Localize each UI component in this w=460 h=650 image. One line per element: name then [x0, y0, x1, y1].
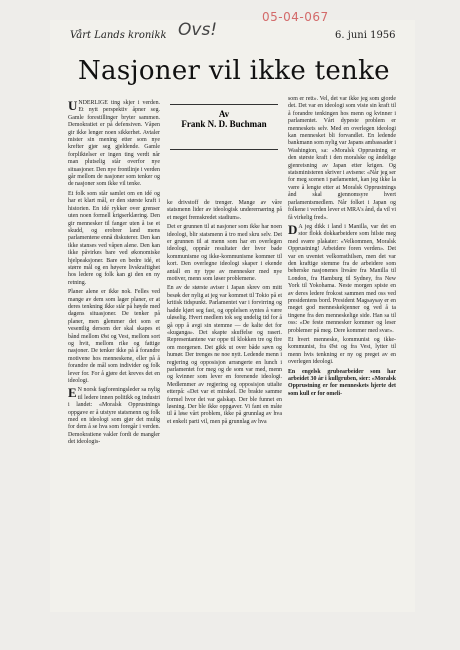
paragraph [288, 221, 396, 335]
paragraph: Et hvert menneske, kommunist og ikke-kommunist, fra Øst og fra Vest, lytter til menn hvis tenkning er ny og preget av en overlegen ideologi. [288, 337, 396, 366]
publication-date: 6. juni 1956 [335, 30, 396, 41]
drop-cap: U [68, 98, 78, 113]
drop-cap: D [288, 221, 298, 237]
paragraph [68, 100, 160, 189]
paragraph: En av de største aviser i Japan skrev om mitt besøk der nylig at jeg var kommet til Tokio på et kritisk tidspunkt. Parlamentet var i forvirring og hadde kjørt seg fast, og opplelsen syntes å være uløselig. Hvert medlem tok seg undelig tid for å gå opp å avgi sin stemme — de kalte det for «kuganga». Det skapte skuffelse og raseri. Representantene var oppe til klokken tre og fire om morgenen. Det gikk ut over både søvn og humør. Der trenges ne noe nytt. Ledende menn i regjering og opposisjon arrangerte en lunch i parlamentet for meg og de som var med, menn og kvinner som lever en forenende ideologi. Medlemmer av regjering og opposisjon uttalte etterpå: «Det var et mirakel. De brakte samme formel hvor det var galskap. Der ble funnet en løsning. Der ble ikke oppgaver. Vi fant en måte til å løse vårt problem, ikke på grunnlag av hva et enkelt parti vil, men på grunnlag av hva [167, 285, 282, 425]
paragraph-text: NDERLIGE ting skjer i verden. Et nytt perspektiv åpner seg. Gamle forestillinger bryter sammen. Demokratiet er på defensiven. Våpen gir ikke lenger noen sikkerhet. Avtaler mister sin mening etter som nye krefter gjør seg gjeldende. Gamle forpliktelser er ingen ting verdt når man plutselig står overfor nye situasjoner. Den nye frontlinje i verden går mellom de nasjoner som tenker og de nasjoner som ikke vil tenke. [68, 100, 160, 188]
section-label: Vårt Lands kronikk [70, 30, 167, 41]
paragraph: som er rett». Vel, det var ikke jeg som gjorde det. Det var en ideologi som viste sin kraft til å forandre tenkingen hos menn og kvinner i parlamentet. Vårt dypeste problem er menneskets selv. Med en overlegen ideologi kan mennesket bli forvandlet. En ledende bankmann som nylig var Japans ambassadør i Washington, sa: «Moralsk Opprustning er den største kraft i den moralske og åndelige gjenreisning av Japan etter krigen. Og statsministeren skriver i avisene: «Når jeg ser for meg scenen i parlamentet, kan jeg ikke la være å lengte etter at Moralsk Opprustnings ånd skal gjennomsyre hvert parlamentsmedlem. Når folket i Japan og folkene i verden lever et MRA's ånd, da vil vi få virkelig fred». [288, 96, 396, 221]
paragraph: Planer alene er ikke nok. Felles ved mange av dem som lager planer, er at deres tenkning ikke står på høyde med dagens situasjoner. De tenker på planer, men glemmer det som er vesentlig dersom der skal skapes et bånd mellom Øst og Vest, mellom sort og hvit, mellom rike og fattige nasjoner. De tenker ikke på å forandre motivene hos menneskene, eller på å forandre de mål som individer og folk lever for. For å gjøre det kreves det en ideologi. [68, 289, 160, 385]
handwritten-note: Ovs! [178, 20, 218, 40]
paragraph: Et folk som står samlet om en idé og har et klart mål, er den største kraft i historien. En idé rykker over grenser uten noen formell krigserklæring. Den gir mennesker til fanger uten å ise et skudd, og erobrer land mens parlamentene ennå diskuterer. Den kan ikke stanses ved våpen alene. Den kan ikke påvirkes bare ved økonomiske hjelpeaksjoner. Bare en bedre idé, et større mål og en høyere livskraftighet hos ledere og folk kan gi den en ny retning. [68, 190, 160, 286]
paragraph: En engelsk grubearbeider som har arbeidet 30 år i kullgruben, sier: «Moralsk Opprustning er for menneskets hjerte det som kull er for omeli- [288, 368, 396, 397]
paragraph-text: N norsk fagforeningsleder sa nylig til ledere innen politikk og industri i landet: «Moralsk Opprustnings oppgave er å utstyre statsmenn og folk med en ideologi som gjør det mulig for dem å se hva som foregår i verden. Demokratiene vakler fordi de mangler det ideologis- [68, 387, 160, 446]
column-1 [68, 100, 160, 449]
archive-stamp: 05-04-067 [262, 10, 329, 24]
byline-box [170, 104, 278, 150]
paragraph: Det er grunnen til at nasjoner som ikke har noen ideologi, blir statsmenn å tro med skru selv. Det er grunnen til at menn som har en overlegen ideologi, oppnår resultater der hvor bade kommunisme og ikke-kommunisme kommer til kort. Den overlegne ideologi skaper i ekende antall en ny type av mennesker med nye motiver, menn som løser problemene. [167, 224, 282, 283]
paragraph-text: A jeg dikk i land i Manilla, var det en stor flokk dokkarbeidere som hilste meg med svære plakater: «Velkommen, Moralsk Opprustning! Arbeidere foren verden». Det var en uventet velkomsthilsen, men det var den kraftige stemme fra de arbeidere som beherske nasjonenes livsåre fra Manilla til London, fra Hamburg til Sydney, fra New York til Yokohama. Neste morgen spiste en av deres ledere frokost sammen med oss ved presidentens bord. President Magsaysay er en meget god menneskekjenner og ved å ta tingene fra den menneskelige side. Han sa til oss: «De feste mennesker kommer og leser problemer på meg. Dere kommer med svar». [288, 223, 396, 334]
paragraph: ke drivstoff de trenger. Mange av våre statsmenn lider av ideologisk underernæring på et meget fremskredet stadium». [167, 200, 282, 221]
column-3 [288, 96, 396, 400]
paragraph [68, 387, 160, 446]
byline-av: Av [218, 109, 230, 119]
article-title: Nasjoner vil ikke tenke [78, 56, 390, 86]
column-2 [167, 200, 282, 428]
drop-cap: E [68, 385, 77, 401]
byline-author: Frank N. D. Buchman [181, 119, 267, 129]
